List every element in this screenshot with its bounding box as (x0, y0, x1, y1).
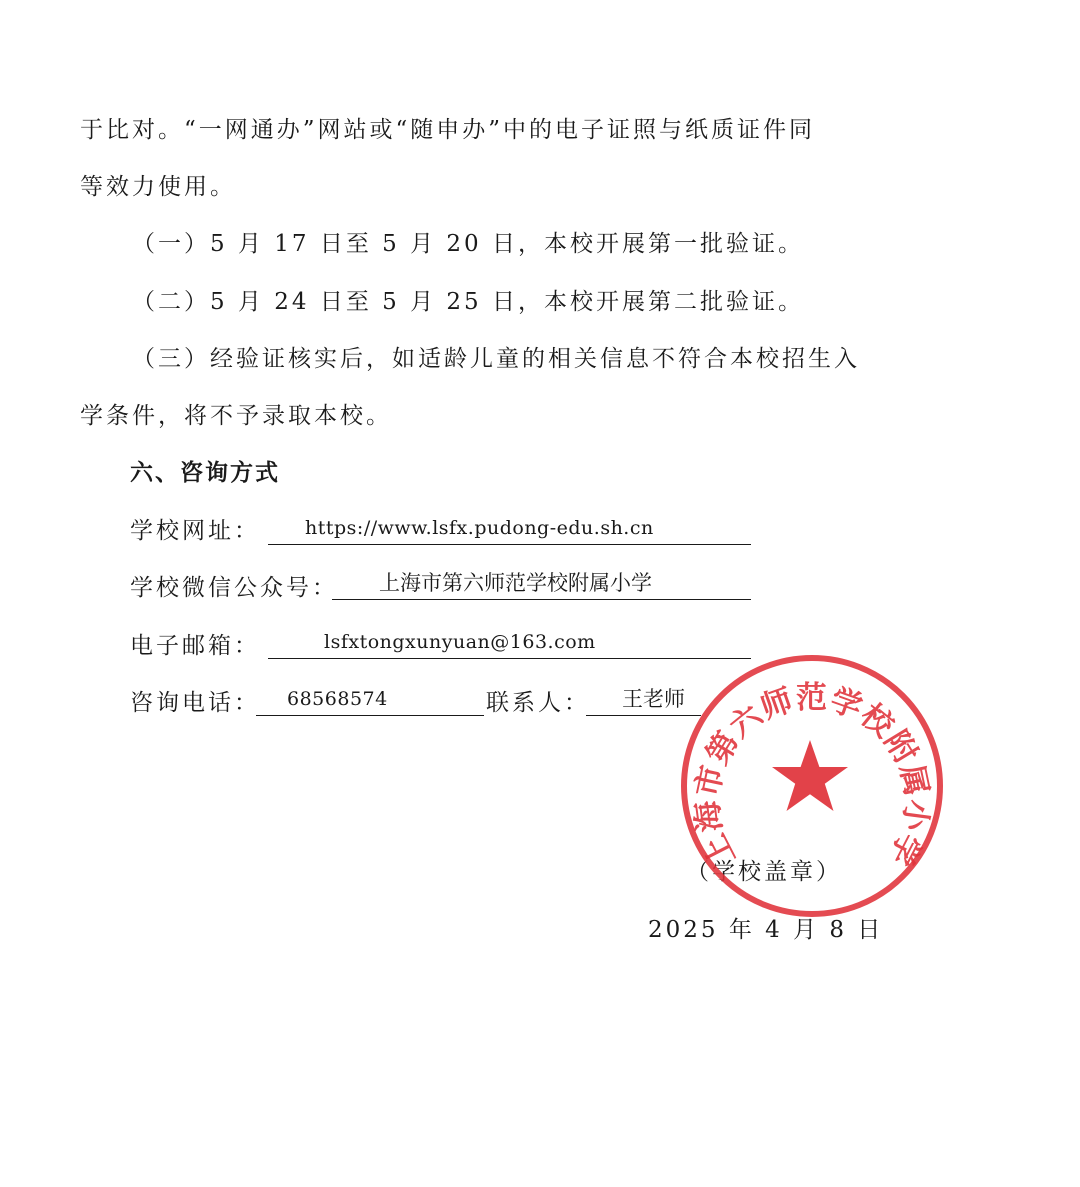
email-label: 电子邮箱： (130, 633, 260, 659)
paragraph-line-2: 等效力使用。 (80, 174, 236, 200)
seal-text: 上海市第六师范学校附属小学 (688, 680, 936, 872)
wechat-field (332, 569, 751, 600)
verification-result-line-1: （三）经验证核实后，如适龄儿童的相关信息不符合本校招生入 (132, 346, 860, 372)
website-label: 学校网址： (130, 518, 260, 544)
contact-person-value: 王老师 (622, 687, 685, 711)
verification-batch-1: （一）5 月 17 日至 5 月 20 日，本校开展第一批验证。 (132, 231, 804, 257)
school-seal (678, 652, 946, 920)
phone-value: 68568574 (287, 688, 388, 710)
wechat-label: 学校微信公众号： (130, 575, 338, 601)
verification-result-line-2: 学条件，将不予录取本校。 (80, 403, 392, 429)
contact-person-label: 联系人： (486, 690, 590, 716)
phone-label: 咨询电话： (130, 690, 260, 716)
section-heading: 六、咨询方式 (130, 460, 280, 486)
website-value: https://www.lsfx.pudong-edu.sh.cn (305, 517, 654, 539)
paragraph-line-1: 于比对。“一网通办”网站或“随申办”中的电子证照与纸质证件同 (80, 117, 816, 143)
document-date: 2025 年 4 月 8 日 (648, 917, 884, 943)
email-value: lsfxtongxunyuan@163.com (324, 631, 596, 653)
verification-batch-2: （二）5 月 24 日至 5 月 25 日，本校开展第二批验证。 (132, 289, 804, 315)
wechat-value: 上海市第六师范学校附属小学 (379, 571, 652, 595)
seal-note: （学校盖章） (686, 859, 842, 885)
website-field (268, 514, 751, 545)
phone-field (256, 685, 484, 716)
seal-star-icon (772, 740, 848, 811)
